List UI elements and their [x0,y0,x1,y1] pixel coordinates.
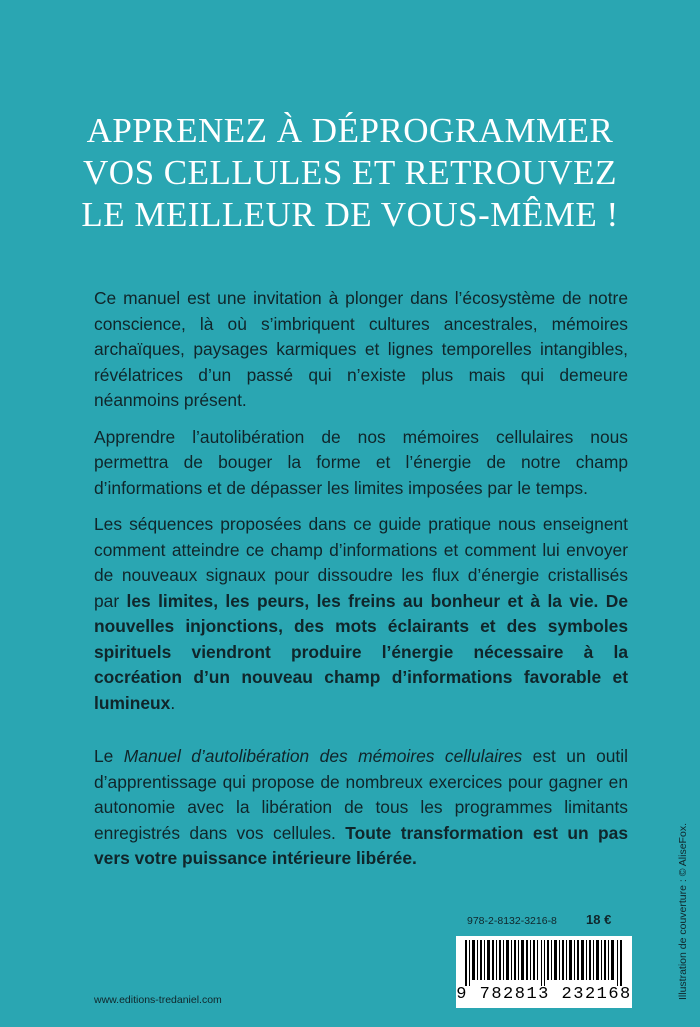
summary-block [94,744,628,883]
barcode-digits: 9 782813 232168 [456,985,632,1004]
cover-credit: Illustration de couverture : © AliseFox. [677,823,689,1000]
paragraph-1: Ce manuel est une invitation à plonger dans l’écosystème de notre conscience, là où s’imbriquent cultures ancestrales, mémoires archaïques, paysages karmiques et lignes temporelles intangibles, révélatrices d’un passé qui n’existe plus mais qui demeure néanmoins présent. [94,288,628,410]
paragraph-3-end: . [170,692,176,713]
paragraph-3-bold: les limites, les peurs, les freins au bonheur et à la vie. De nouvelles injonctions, des mots éclairants et des symboles spirituels viendront produire l’énergie nécessaire à la cocréation d’un nouveau champ d’informations favorable et lumineux [94,590,628,713]
paragraph-4-bold: Toute transformation est un pas vers votre puissance intérieure libérée. [94,822,628,868]
barcode-bars [465,940,623,986]
price: 18 € [586,912,612,927]
headline-line-2: VOS CELLULES ET RETROUVEZ [83,153,617,192]
paragraph-4-text: est un outil d’apprentissage qui propose de nombreux exercices pour gagner en autonomie avec la libération de tous les programmes limitants enregistrés dans vos cellules. [94,746,628,843]
isbn-number: 978-2-8132-3216-8 [467,915,557,927]
publisher-website[interactable]: www.editions-tredaniel.com [94,994,222,1006]
paragraph-3 [94,512,628,716]
barcode [456,936,632,1008]
paragraph-4-prefix: Le [94,746,124,766]
book-title: Manuel d’autolibération des mémoires cellulaires [123,746,523,766]
description-block [94,286,628,727]
paragraph-4 [94,744,628,872]
headline-line-3: LE MEILLEUR DE VOUS-MÊME ! [81,195,619,234]
headline [0,110,700,236]
headline-line-1: APPRENEZ À DÉPROGRAMMER [86,111,614,150]
paragraph-3-text: Les séquences proposées dans ce guide pratique nous enseignent comment atteindre ce champ d’informations et comment lui envoyer de nouveaux signaux pour dissoudre les flux d’énergie cristallisés par [94,514,628,611]
paragraph-2: Apprendre l’autolibération de nos mémoires cellulaires nous permettra de bouger la forme et l’énergie de notre champ d’informations et de dépasser les limites imposées par le temps. [94,426,628,498]
